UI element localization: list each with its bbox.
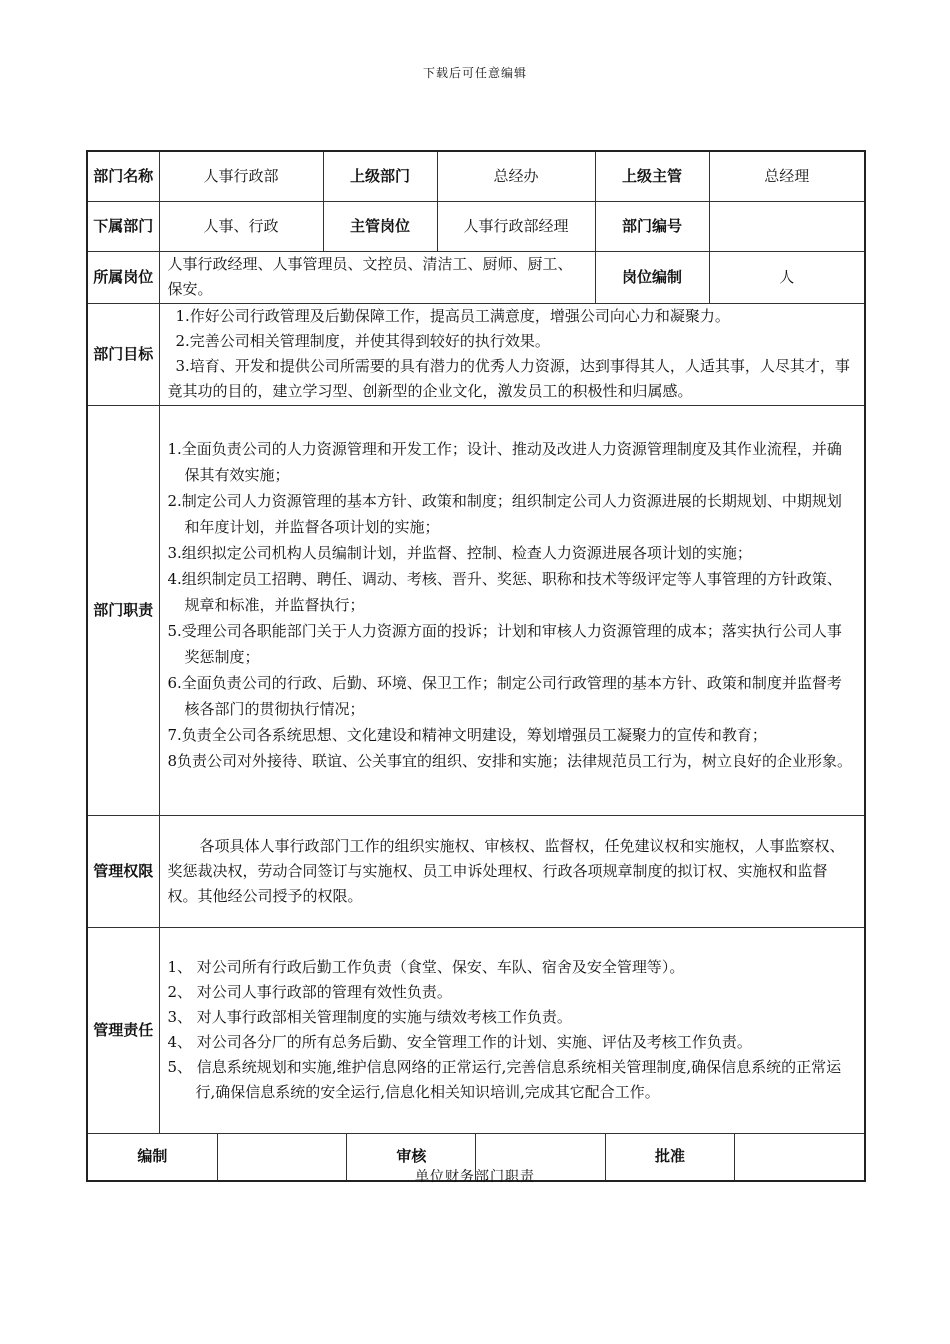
responsibility-item: 5、 信息系统规划和实施,维护信息网络的正常运行,完善信息系统相关管理制度,确保信息系统的正常运行,确保信息系统的安全运行,信息化相关知识培训,完成其它配合工作。 <box>167 1058 842 1101</box>
duty-item: 8负责公司对外接待、联谊、公关事宜的组织、安排和实施；法律规范员工行为，树立良好的企业形象。 <box>167 751 853 770</box>
goals-content <box>159 303 865 405</box>
review-label: 审核 <box>347 1134 476 1180</box>
posts-value: 人事行政经理、人事管理员、文控员、清洁工、厨师、厨工、保安。 <box>159 251 595 303</box>
footer-title: 单位财务部门职责 <box>415 1169 535 1185</box>
dept-name-value: 人事行政部 <box>159 151 323 201</box>
dept-code-value <box>709 201 865 251</box>
responsibility-item: 4、 对公司各分厂的所有总务后勤、安全管理工作的计划、实施、评估及考核工作负责。 <box>167 1033 752 1051</box>
dept-code-label: 部门编号 <box>595 201 709 251</box>
posts-label: 所属岗位 <box>87 251 159 303</box>
duty-item: 5.受理公司各职能部门关于人力资源方面的投诉；计划和审核人力资源管理的成本；落实执行公司人事奖惩制度； <box>167 621 842 666</box>
page-header: 下载后可任意编辑 <box>422 66 527 80</box>
responsibility-item: 1、 对公司所有行政后勤工作负责（食堂、保安、车队、宿舍及安全管理等）。 <box>167 958 685 976</box>
quota-label: 岗位编制 <box>595 251 709 303</box>
duty-item: 1.全面负责公司的人力资源管理和开发工作；设计、推动及改进人力资源管理制度及其作业流程，并确保其有效实施； <box>167 439 842 484</box>
duty-item: 7.负责全公司各系统思想、文化建设和精神文明建设，筹划增强员工凝聚力的宣传和教育； <box>167 725 767 744</box>
superior-dept-label: 上级部门 <box>323 151 437 201</box>
department-responsibility-table <box>86 150 866 1182</box>
authority-content <box>159 815 865 927</box>
supervisor-post-value: 人事行政部经理 <box>437 201 595 251</box>
quota-value: 人 <box>709 251 865 303</box>
sub-dept-label: 下属部门 <box>87 201 159 251</box>
duty-item: 6.全面负责公司的行政、后勤、环境、保卫工作；制定公司行政管理的基本方针、政策和制度并监督考核各部门的贯彻执行情况； <box>167 673 842 718</box>
authority-text: 各项具体人事行政部门工作的组织实施权、审核权、监督权，任免建议权和实施权，人事监察权、奖惩裁决权，劳动合同签订与实施权、员工申诉处理权、行政各项规章制度的拟订权、实施权和监督权。其他经公司授予的权限。 <box>167 836 845 905</box>
authority-label: 管理权限 <box>87 815 159 927</box>
superior-manager-value: 总经理 <box>709 151 865 201</box>
duty-item: 3.组织拟定公司机构人员编制计划，并监督、控制、检查人力资源进展各项计划的实施； <box>167 543 752 562</box>
dept-name-label: 部门名称 <box>87 151 159 201</box>
responsibility-item: 2、 对公司人事行政部的管理有效性负责。 <box>167 983 452 1001</box>
approve-label: 批准 <box>605 1134 734 1180</box>
responsibility-label: 管理责任 <box>87 927 159 1133</box>
responsibility-item: 3、 对人事行政部相关管理制度的实施与绩效考核工作负责。 <box>167 1008 572 1026</box>
sub-dept-value: 人事、行政 <box>159 201 323 251</box>
goal-item: 3.培育、开发和提供公司所需要的具有潜力的优秀人力资源，达到事得其人，人适其事，人尽其才，事竟其功的目的，建立学习型、创新型的企业文化，激发员工的积极性和归属感。 <box>167 357 850 400</box>
compile-label: 编制 <box>88 1134 217 1180</box>
superior-manager-label: 上级主管 <box>595 151 709 201</box>
superior-dept-value: 总经办 <box>437 151 595 201</box>
duty-item: 4.组织制定员工招聘、聘任、调动、考核、晋升、奖惩、职称和技术等级评定等人事管理的方针政策、规章和标准，并监督执行； <box>167 569 842 614</box>
goal-item: 2.完善公司相关管理制度，并使其得到较好的执行效果。 <box>175 332 550 350</box>
duty-item: 2.制定公司人力资源管理的基本方针、政策和制度；组织制定公司人力资源进展的长期规划、中期规划和年度计划，并监督各项计划的实施； <box>167 491 842 536</box>
supervisor-post-label: 主管岗位 <box>323 201 437 251</box>
duties-content <box>159 405 865 815</box>
responsibility-content <box>159 927 865 1133</box>
goal-item: 1.作好公司行政管理及后勤保障工作，提高员工满意度，增强公司向心力和凝聚力。 <box>175 307 730 325</box>
duties-label: 部门职责 <box>87 405 159 815</box>
goals-label: 部门目标 <box>87 303 159 405</box>
